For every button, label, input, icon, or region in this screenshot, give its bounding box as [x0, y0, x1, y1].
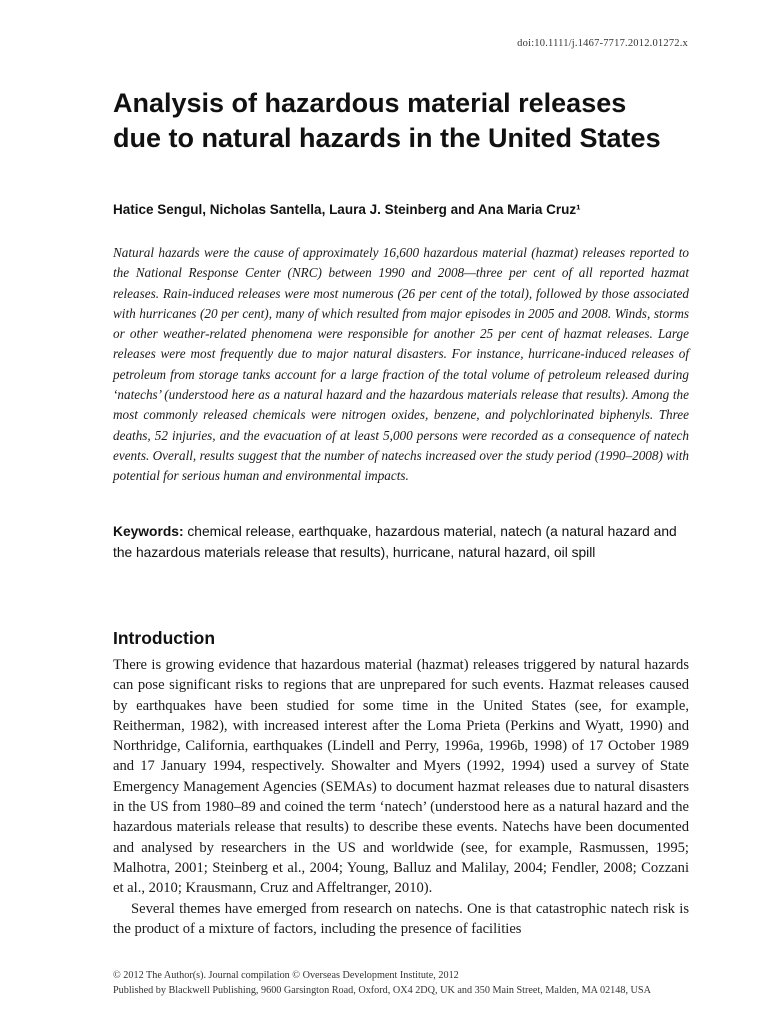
body-paragraph: Several themes have emerged from research on natechs. One is that catastrophic natech risk is the product of a mixture of factors, including the presence of facilities — [113, 900, 689, 937]
body-paragraph: There is growing evidence that hazardous material (hazmat) releases triggered by natural hazards can pose significant risks to regions that are unprepared for such events. Hazmat releases caused by earthquakes have been studied for some time in the United States (see, for example, Reitherman, 1982), with increased interest after the Loma Prieta (Perkins and Wyatt, 1990) and Northridge, California, earthquakes (Lindell and Perry, 1996a, 1996b, 1998) of 17 October 1989 and 17 January 1994, respectively. Showalter and Myers (1992, 1994) used a survey of State Emergency Management Agencies (SEMAs) to document hazmat releases due to natural disasters in the US from 1980–89 and coined the term ‘natech’ (understood here as a natural hazard and the hazardous materials release that results) to describe these events. Natechs have been documented and analysed by researchers in the US and worldwide (see, for example, Rasmussen, 1995; Malhotra, 2001; Steinberg et al., 2004; Young, Balluz and Malilay, 2004; Fendler, 2008; Cozzani et al., 2010; Krausmann, Cruz and Affeltranger, 2010). — [113, 657, 689, 897]
abstract: Natural hazards were the cause of approximately 16,600 hazardous material (hazmat) releases reported to the National Response Center (NRC) between 1990 and 2008—three per cent of all reported hazmat releases. Rain-induced releases were most numerous (26 per cent of the total), followed by those associated with hurricanes (20 per cent), many of which resulted from major episodes in 2005 and 2008. Winds, storms or other weather-related phenomena were responsible for another 25 per cent of hazmat releases. Large releases were most frequently due to major natural disasters. For instance, hurricane-induced releases of petroleum from storage tanks account for a large fraction of the total volume of petroleum released during ‘natechs’ (understood here as a natural hazard and the hazardous materials release that results). Among the most commonly released chemicals were nitrogen oxides, benzene, and polychlorinated biphenyls. Three deaths, 52 injuries, and the evacuation of at least 5,000 persons were recorded as a consequence of natech events. Overall, results suggest that the number of natechs increased over the study period (1990–2008) with potential for serious human and environmental impacts. — [113, 245, 689, 484]
introduction-body — [113, 655, 689, 939]
keywords-label: Keywords: — [113, 524, 184, 539]
article-title: Analysis of hazardous material releases due to natural hazards in the United States — [113, 88, 661, 153]
footer-publisher: Published by Blackwell Publishing, 9600 Garsington Road, Oxford, OX4 2DQ, UK and 350 Main Street, Malden, MA 02148, USA — [113, 985, 651, 996]
doi-label: doi:10.1111/j.1467-7717.2012.01272.x — [517, 38, 688, 49]
page-footer — [113, 968, 693, 998]
section-heading-introduction: Introduction — [113, 628, 216, 648]
keywords-text: chemical release, earthquake, hazardous material, natech (a natural hazard and the hazardous materials release that results), hurricane, natural hazard, oil spill — [113, 524, 677, 560]
author-list: Hatice Sengul, Nicholas Santella, Laura J. Steinberg and Ana Maria Cruz¹ — [113, 202, 581, 217]
keywords-block — [113, 522, 689, 563]
footer-copyright: © 2012 The Author(s). Journal compilation © Overseas Development Institute, 2012 — [113, 970, 459, 981]
